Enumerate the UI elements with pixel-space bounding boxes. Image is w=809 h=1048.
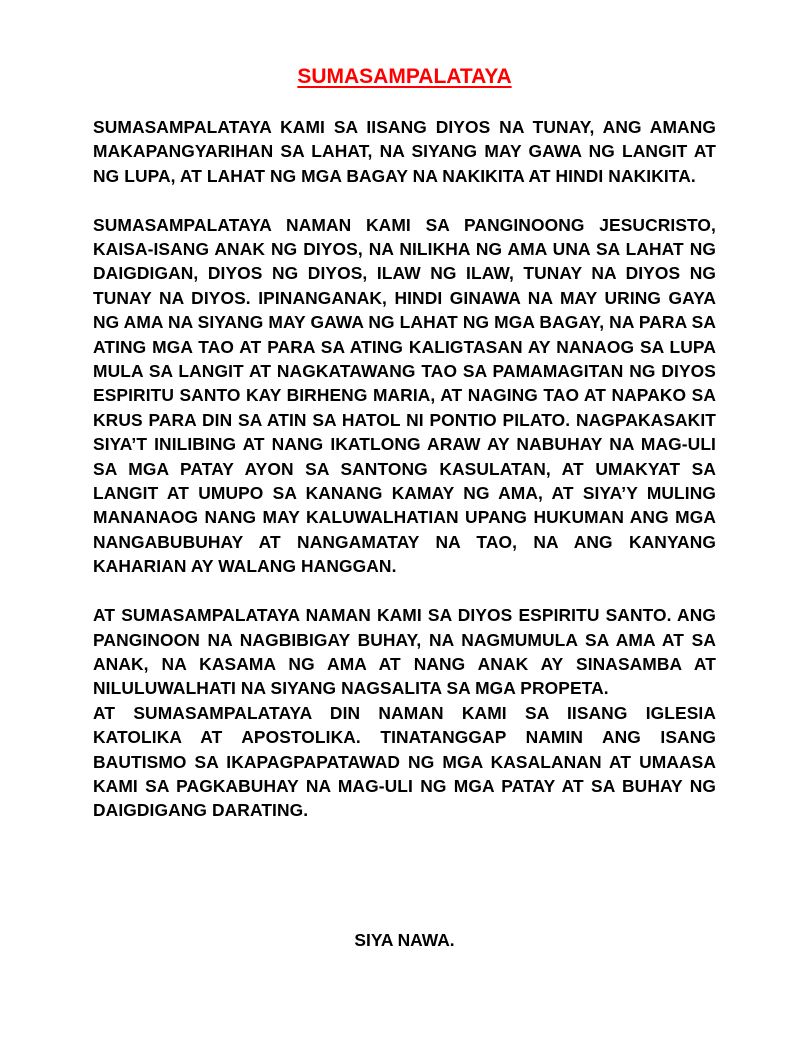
document-closing: SIYA NAWA.: [354, 930, 455, 950]
document-title: SUMASAMPALATAYA: [297, 65, 512, 88]
paragraph-creed-son: SUMASAMPALATAYA NAMAN KAMI SA PANGINOONG JESUCRISTO, KAISA-ISANG ANAK NG DIYOS, NA NILIKHA NG AMA UNA SA LAHAT NG DAIGDIGAN, DIYOS NG DIYOS, ILAW NG ILAW, TUNAY NA DIYOS NG TUNAY NA DIYOS. IPINANGANAK, HINDI GINAWA NA MAY URING GAYA NG AMA NA SIYANG MAY GAWA NG LAHAT NG MGA BAGAY, NA PARA SA ATING MGA TAO AT PARA SA ATING KALIGTASAN AY NANAOG SA LUPA MULA SA LANGIT AT NAGKATAWANG TAO SA PAMAMAGITAN NG DIYOS ESPIRITU SANTO KAY BIRHENG MARIA, AT NAGING TAO AT NAPAKO SA KRUS PARA DIN SA ATIN SA HATOL NI PONTIO PILATO. NAGPAKASAKIT SIYA’T INILIBING AT NANG IKATLONG ARAW AY NABUHAY NA MAG-ULI SA MGA PATAY AYON SA SANTONG KASULATAN, AT UMAKYAT SA LANGIT AT UMUPO SA KANANG KAMAY NG AMA, AT SIYA’Y MULING MANANAOG NANG MAY KALUWALHATIAN UPANG HUKUMAN ANG MGA NANGABUBUHAY AT NANGAMATAY NA TAO, NA ANG KANYANG KAHARIAN AY WALANG HANGGAN.: [93, 214, 716, 577]
paragraph-creed-church: AT SUMASAMPALATAYA DIN NAMAN KAMI SA IISANG IGLESIA KATOLIKA AT APOSTOLIKA. TINATANGGAP NAMIN ANG ISANG BAUTISMO SA IKAPAGPAPATAWAD NG MGA KASALANAN AT UMAASA KAMI SA PAGKABUHAY NA MAG-ULI NG MGA PATAY AT SA BUHAY NG DAIGDIGANG DARATING.: [93, 702, 716, 821]
paragraph-creed-spirit: AT SUMASAMPALATAYA NAMAN KAMI SA DIYOS ESPIRITU SANTO. ANG PANGINOON NA NAGBIBIGAY BUHAY, NA NAGMUMULA SA AMA AT SA ANAK, NA KASAMA NG AMA AT NANG ANAK AY SINASAMBA AT NILULUWALHATI NA SIYANG NAGSALITA SA MGA PROPETA.: [93, 605, 716, 699]
paragraph-creed-father: SUMASAMPALATAYA KAMI SA IISANG DIYOS NA TUNAY, ANG AMANG MAKAPANGYARIHAN SA LAHAT, NA SIYANG MAY GAWA NG LANGIT AT NG LUPA, AT LAHAT NG MGA BAGAY NA NAKIKITA AT HINDI NAKIKITA.: [93, 117, 716, 186]
document-body: [93, 115, 716, 823]
